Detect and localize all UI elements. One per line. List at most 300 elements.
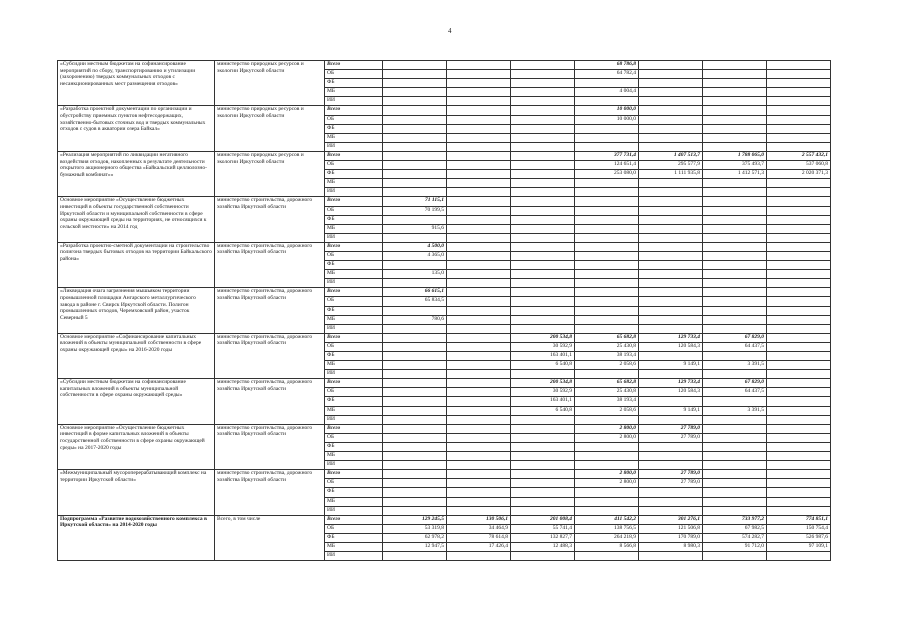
amount-cell	[511, 270, 575, 279]
amount-cell: 2 557 432,1	[767, 151, 831, 160]
amount-cell: 55 741,4	[511, 524, 575, 533]
amount-cell: 132 827,7	[511, 533, 575, 542]
funding-source-cell: ИИ	[325, 97, 383, 106]
executor-cell: министерство строительства, дорожного хозяйства Иркутской области	[215, 333, 325, 378]
funding-source-cell: ФБ	[325, 261, 383, 270]
funding-source-cell: ИИ	[325, 324, 383, 333]
funding-source-cell: ИИ	[325, 415, 383, 424]
amount-cell	[447, 452, 511, 461]
amount-cell	[383, 379, 447, 388]
measure-description: Подпрограмма «Развитие водохозяйственного комплекса в Иркутской области» на 2014-2020 годы	[58, 515, 215, 560]
amount-cell	[447, 215, 511, 224]
amount-cell	[447, 361, 511, 370]
amount-cell: 10 000,0	[575, 106, 639, 115]
amount-cell	[639, 206, 703, 215]
executor-cell: Всего, в том числе	[215, 515, 325, 560]
amount-cell	[383, 233, 447, 242]
funding-source-cell: МБ	[325, 88, 383, 97]
amount-cell: 253 080,0	[575, 170, 639, 179]
amount-cell: 4 500,0	[383, 242, 447, 251]
amount-cell	[511, 279, 575, 288]
funding-source-cell: Всего	[325, 242, 383, 251]
funding-source-cell: ИИ	[325, 506, 383, 515]
amount-cell: 121 506,8	[639, 524, 703, 533]
table-row	[58, 424, 831, 433]
amount-cell: 120 584,3	[639, 388, 703, 397]
funding-source-cell: ИИ	[325, 461, 383, 470]
amount-cell: 3 391,5	[703, 361, 767, 370]
amount-cell	[383, 333, 447, 342]
funding-source-cell: ИИ	[325, 279, 383, 288]
amount-cell	[447, 352, 511, 361]
amount-cell	[575, 297, 639, 306]
executor-cell: министерство природных ресурсов и экологии Иркутской области	[215, 61, 325, 106]
amount-cell	[639, 488, 703, 497]
amount-cell	[511, 179, 575, 188]
amount-cell	[575, 315, 639, 324]
amount-cell	[767, 106, 831, 115]
amount-cell: 915,6	[383, 224, 447, 233]
funding-source-cell: Всего	[325, 197, 383, 206]
amount-cell	[383, 506, 447, 515]
amount-cell	[639, 179, 703, 188]
executor-cell: министерство строительства, дорожного хозяйства Иркутской области	[215, 424, 325, 469]
amount-cell	[767, 97, 831, 106]
amount-cell	[447, 206, 511, 215]
amount-cell: 27 789,0	[639, 479, 703, 488]
funding-source-cell: ОБ	[325, 70, 383, 79]
executor-cell: министерство строительства, дорожного хозяйства Иркутской области	[215, 197, 325, 242]
amount-cell	[767, 215, 831, 224]
amount-cell	[639, 142, 703, 151]
amount-cell: 6 540,8	[511, 406, 575, 415]
amount-cell	[703, 106, 767, 115]
funding-source-cell: МБ	[325, 270, 383, 279]
amount-cell	[639, 397, 703, 406]
amount-cell	[511, 470, 575, 479]
amount-cell	[703, 206, 767, 215]
funding-source-cell: ФБ	[325, 306, 383, 315]
measure-description: «Разработка проектно-сметной документации на строительство полигона твердых бытовых отходов на территории Байкальского района»	[58, 242, 215, 287]
amount-cell	[383, 88, 447, 97]
table-row	[58, 333, 831, 342]
amount-cell	[383, 161, 447, 170]
amount-cell: 4 365,0	[383, 251, 447, 260]
table-row	[58, 151, 831, 160]
amount-cell	[639, 552, 703, 561]
amount-cell: 129 733,4	[639, 333, 703, 342]
amount-cell: 1 412 571,3	[703, 170, 767, 179]
amount-cell	[447, 170, 511, 179]
funding-source-cell: Всего	[325, 333, 383, 342]
amount-cell	[767, 261, 831, 270]
amount-cell	[447, 251, 511, 260]
amount-cell	[511, 288, 575, 297]
amount-cell: 170 789,0	[639, 533, 703, 542]
amount-cell: 295 577,9	[639, 161, 703, 170]
amount-cell	[639, 279, 703, 288]
amount-cell	[383, 70, 447, 79]
amount-cell	[383, 361, 447, 370]
amount-cell	[575, 188, 639, 197]
amount-cell: 138 756,5	[575, 524, 639, 533]
amount-cell: 66 615,1	[383, 288, 447, 297]
amount-cell	[511, 124, 575, 133]
amount-cell	[511, 206, 575, 215]
amount-cell: 65 834,5	[383, 297, 447, 306]
amount-cell	[447, 133, 511, 142]
amount-cell	[767, 415, 831, 424]
amount-cell	[447, 115, 511, 124]
funding-source-cell: Всего	[325, 61, 383, 70]
amount-cell	[703, 424, 767, 433]
amount-cell: 38 193,4	[575, 397, 639, 406]
amount-cell	[639, 270, 703, 279]
funding-source-cell: ОБ	[325, 342, 383, 351]
amount-cell	[767, 388, 831, 397]
amount-cell	[511, 197, 575, 206]
amount-cell	[447, 333, 511, 342]
executor-cell: министерство строительства, дорожного хозяйства Иркутской области	[215, 242, 325, 287]
amount-cell	[383, 433, 447, 442]
amount-cell	[511, 88, 575, 97]
amount-cell	[511, 488, 575, 497]
amount-cell	[575, 215, 639, 224]
amount-cell	[703, 288, 767, 297]
amount-cell	[511, 133, 575, 142]
amount-cell: 8 566,8	[575, 542, 639, 551]
funding-source-cell: Всего	[325, 288, 383, 297]
amount-cell	[767, 188, 831, 197]
amount-cell	[447, 470, 511, 479]
amount-cell	[767, 406, 831, 415]
amount-cell	[511, 479, 575, 488]
amount-cell	[447, 288, 511, 297]
amount-cell	[447, 497, 511, 506]
amount-cell	[703, 306, 767, 315]
amount-cell	[575, 233, 639, 242]
amount-cell	[767, 197, 831, 206]
funding-source-cell: ОБ	[325, 388, 383, 397]
amount-cell	[703, 433, 767, 442]
amount-cell	[383, 124, 447, 133]
amount-cell	[639, 352, 703, 361]
table-row	[58, 106, 831, 115]
amount-cell	[383, 352, 447, 361]
amount-cell	[511, 170, 575, 179]
amount-cell	[703, 506, 767, 515]
amount-cell	[511, 161, 575, 170]
funding-source-cell: ФБ	[325, 79, 383, 88]
amount-cell	[639, 506, 703, 515]
amount-cell	[575, 261, 639, 270]
table-row	[58, 242, 831, 251]
amount-cell	[447, 415, 511, 424]
amount-cell	[703, 324, 767, 333]
amount-cell	[639, 297, 703, 306]
amount-cell	[703, 442, 767, 451]
amount-cell	[703, 97, 767, 106]
funding-source-cell: МБ	[325, 315, 383, 324]
measure-description: «Субсидии местным бюджетам на софинансирование мероприятий по сбору, транспортированию и утилизации (захоронению) твердых коммунальных отходов с несанкционированных мест размещения отходов»	[58, 61, 215, 106]
amount-cell	[383, 388, 447, 397]
amount-cell	[511, 315, 575, 324]
amount-cell	[447, 442, 511, 451]
amount-cell	[447, 479, 511, 488]
amount-cell	[447, 279, 511, 288]
amount-cell	[639, 79, 703, 88]
amount-cell	[575, 488, 639, 497]
measure-description: Основное мероприятие «Осуществление бюджетных инвестиций в объекты государственной собственности Иркутской области и муниципальной собственности в сфере охраны окружающей среды на территориях, не относящихся к сельской местности» на 2014 год	[58, 197, 215, 242]
amount-cell	[767, 206, 831, 215]
amount-cell	[767, 342, 831, 351]
amount-cell: 375 493,7	[703, 161, 767, 170]
amount-cell	[447, 397, 511, 406]
amount-cell: 53 319,8	[383, 524, 447, 533]
amount-cell: 65 682,8	[575, 379, 639, 388]
amount-cell	[383, 179, 447, 188]
amount-cell	[575, 497, 639, 506]
amount-cell: 163 401,1	[511, 397, 575, 406]
amount-cell	[383, 261, 447, 270]
amount-cell	[447, 179, 511, 188]
funding-source-cell: Всего	[325, 470, 383, 479]
amount-cell	[447, 224, 511, 233]
funding-source-cell: Всего	[325, 106, 383, 115]
funding-source-cell: ФБ	[325, 442, 383, 451]
amount-cell: 2 800,0	[575, 479, 639, 488]
amount-cell	[703, 315, 767, 324]
amount-cell: 129 733,4	[639, 379, 703, 388]
amount-cell: 34 464,9	[447, 524, 511, 533]
amount-cell: 70 199,5	[383, 206, 447, 215]
amount-cell	[639, 224, 703, 233]
amount-cell: 264 218,9	[575, 533, 639, 542]
funding-source-cell: ФБ	[325, 352, 383, 361]
funding-source-cell: ИИ	[325, 142, 383, 151]
program-funding-table	[57, 60, 831, 561]
amount-cell	[639, 288, 703, 297]
amount-cell	[383, 142, 447, 151]
amount-cell	[383, 188, 447, 197]
amount-cell	[767, 142, 831, 151]
amount-cell	[575, 306, 639, 315]
funding-source-cell: ОБ	[325, 161, 383, 170]
amount-cell	[447, 261, 511, 270]
amount-cell	[383, 461, 447, 470]
funding-source-cell: МБ	[325, 452, 383, 461]
measure-description: «Реализация мероприятий по ликвидации негативного воздействия отходов, накопленных в результате деятельности открытого акционерного общества «Байкальский целлюлозно-бумажный комбинат»»	[58, 151, 215, 196]
amount-cell	[511, 497, 575, 506]
amount-cell	[767, 442, 831, 451]
amount-cell	[575, 415, 639, 424]
amount-cell: 2 800,0	[575, 424, 639, 433]
amount-cell: 124 651,4	[575, 161, 639, 170]
amount-cell	[511, 506, 575, 515]
amount-cell	[703, 224, 767, 233]
amount-cell: 301 276,1	[639, 515, 703, 524]
amount-cell	[511, 324, 575, 333]
amount-cell	[575, 224, 639, 233]
amount-cell: 2 058,6	[575, 406, 639, 415]
amount-cell	[767, 352, 831, 361]
amount-cell	[639, 242, 703, 251]
amount-cell	[767, 70, 831, 79]
amount-cell	[383, 306, 447, 315]
amount-cell: 71 115,1	[383, 197, 447, 206]
amount-cell	[639, 188, 703, 197]
amount-cell	[703, 124, 767, 133]
amount-cell: 65 682,8	[575, 333, 639, 342]
amount-cell	[511, 188, 575, 197]
amount-cell	[639, 261, 703, 270]
amount-cell	[767, 224, 831, 233]
amount-cell	[767, 461, 831, 470]
amount-cell	[767, 424, 831, 433]
amount-cell	[575, 324, 639, 333]
amount-cell	[767, 79, 831, 88]
amount-cell	[575, 461, 639, 470]
amount-cell	[383, 397, 447, 406]
table-row	[58, 379, 831, 388]
amount-cell	[447, 552, 511, 561]
amount-cell: 201 008,4	[511, 515, 575, 524]
funding-source-cell: ФБ	[325, 124, 383, 133]
amount-cell	[703, 497, 767, 506]
amount-cell: 537 060,8	[767, 161, 831, 170]
amount-cell	[767, 488, 831, 497]
amount-cell	[511, 224, 575, 233]
amount-cell	[575, 279, 639, 288]
amount-cell	[767, 370, 831, 379]
amount-cell: 733 977,2	[703, 515, 767, 524]
amount-cell	[447, 61, 511, 70]
amount-cell	[511, 97, 575, 106]
amount-cell	[767, 270, 831, 279]
amount-cell	[767, 361, 831, 370]
funding-source-cell: МБ	[325, 224, 383, 233]
table-row	[58, 61, 831, 70]
amount-cell	[447, 197, 511, 206]
amount-cell	[639, 215, 703, 224]
amount-cell	[511, 442, 575, 451]
amount-cell	[511, 115, 575, 124]
amount-cell	[575, 270, 639, 279]
amount-cell: 411 542,2	[575, 515, 639, 524]
amount-cell	[639, 324, 703, 333]
amount-cell	[575, 288, 639, 297]
amount-cell	[383, 170, 447, 179]
funding-source-cell: Всего	[325, 515, 383, 524]
amount-cell	[383, 115, 447, 124]
amount-cell	[447, 370, 511, 379]
amount-cell	[639, 315, 703, 324]
amount-cell	[639, 106, 703, 115]
measure-description: «Межмуниципальный мусороперерабатывающий комплекс на территории Иркутской области»	[58, 470, 215, 515]
funding-source-cell: ИИ	[325, 233, 383, 242]
amount-cell	[575, 97, 639, 106]
amount-cell	[383, 342, 447, 351]
amount-cell	[447, 88, 511, 97]
amount-cell	[703, 115, 767, 124]
amount-cell	[447, 406, 511, 415]
amount-cell	[511, 106, 575, 115]
amount-cell	[575, 452, 639, 461]
amount-cell	[767, 133, 831, 142]
amount-cell: 67 829,0	[703, 379, 767, 388]
amount-cell: 25 430,8	[575, 342, 639, 351]
amount-cell	[383, 151, 447, 160]
amount-cell	[703, 133, 767, 142]
amount-cell	[383, 133, 447, 142]
amount-cell: 2 020 371,3	[767, 170, 831, 179]
amount-cell	[703, 461, 767, 470]
measure-description: «Ликвидация очага загрязнения мышьяком территории промышленной площадки Ангарского металлургического завода в районе г. Свирск Иркутской области. Полигон промышленных отходов, Черемховский район, участок Северный 5	[58, 288, 215, 333]
amount-cell	[511, 306, 575, 315]
amount-cell: 120 584,3	[639, 342, 703, 351]
amount-cell	[639, 197, 703, 206]
amount-cell	[703, 188, 767, 197]
amount-cell	[703, 470, 767, 479]
amount-cell	[511, 452, 575, 461]
amount-cell	[703, 179, 767, 188]
amount-cell	[767, 88, 831, 97]
amount-cell: 6 540,8	[511, 361, 575, 370]
amount-cell	[575, 179, 639, 188]
funding-source-cell: ИИ	[325, 188, 383, 197]
amount-cell: 91 712,0	[703, 542, 767, 551]
amount-cell	[447, 151, 511, 160]
amount-cell	[383, 442, 447, 451]
amount-cell: 135,0	[383, 270, 447, 279]
amount-cell	[447, 461, 511, 470]
amount-cell	[703, 452, 767, 461]
table-row	[58, 288, 831, 297]
amount-cell	[383, 452, 447, 461]
funding-source-cell: ФБ	[325, 170, 383, 179]
table-row	[58, 515, 831, 524]
funding-source-cell: ФБ	[325, 488, 383, 497]
amount-cell	[703, 142, 767, 151]
funding-source-cell: ОБ	[325, 115, 383, 124]
amount-cell	[511, 61, 575, 70]
amount-cell	[639, 70, 703, 79]
amount-cell	[639, 415, 703, 424]
amount-cell: 163 401,1	[511, 352, 575, 361]
amount-cell	[639, 497, 703, 506]
funding-source-cell: ФБ	[325, 397, 383, 406]
amount-cell	[511, 297, 575, 306]
amount-cell: 377 731,4	[575, 151, 639, 160]
amount-cell	[511, 461, 575, 470]
amount-cell	[767, 279, 831, 288]
amount-cell	[383, 370, 447, 379]
amount-cell: 4 004,4	[575, 88, 639, 97]
amount-cell	[703, 251, 767, 260]
amount-cell	[703, 79, 767, 88]
amount-cell: 200 534,8	[511, 333, 575, 342]
amount-cell	[447, 242, 511, 251]
amount-cell	[383, 479, 447, 488]
amount-cell	[639, 97, 703, 106]
funding-source-cell: ОБ	[325, 433, 383, 442]
page-number: 4	[448, 27, 452, 35]
amount-cell	[511, 215, 575, 224]
amount-cell	[383, 406, 447, 415]
measure-description: «Разработка проектной документации по организации и обустройству приемных пунктов нефтесодержащих, хозяйственно-бытовых сточных вод и твердых коммунальных отходов с судов в акватории озера Байкал»	[58, 106, 215, 151]
amount-cell	[447, 306, 511, 315]
amount-cell	[703, 270, 767, 279]
